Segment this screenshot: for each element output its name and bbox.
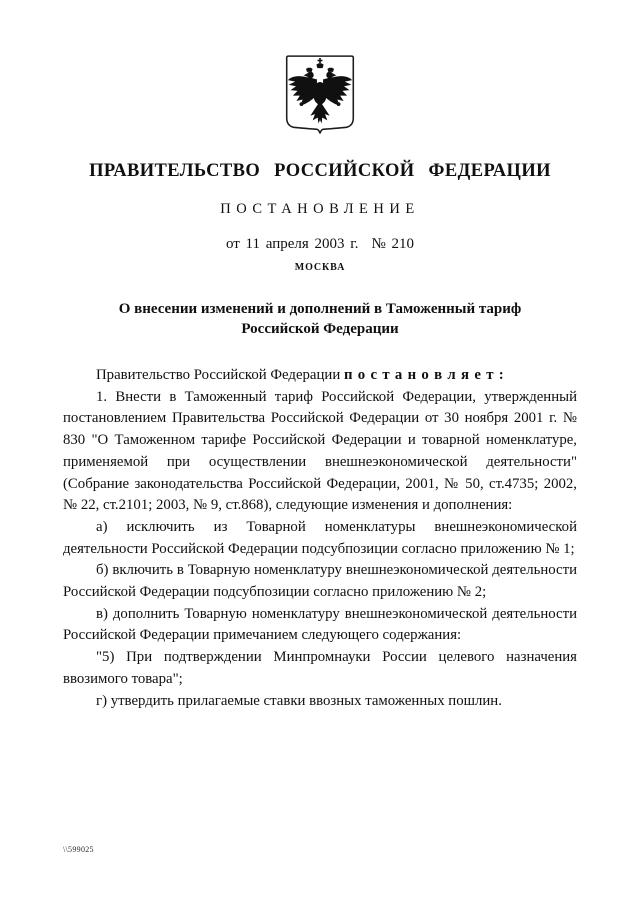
- footer-code: \\599025: [63, 845, 94, 854]
- paragraph-item-g: г) утвердить прилагаемые ставки ввозных таможенных пошлин.: [96, 692, 502, 709]
- document-title-line: Российской Федерации: [241, 320, 399, 337]
- document-title-line: О внесении изменений и дополнений в Таможенный тариф: [118, 301, 522, 317]
- document-type-label: ПОСТАНОВЛЕНИЕ: [220, 201, 420, 217]
- document-body: [63, 365, 577, 712]
- paragraph-note-5: "5) При подтверждении Минпромнауки России целевого назначения ввозимого товара";: [63, 649, 577, 687]
- paragraph-item-a: а) исключить из Товарной номенклатуры внешнеэкономической деятельности Российской Федерации подсубпозиции согласно приложению № 1;: [63, 518, 577, 557]
- intro-paragraph: [63, 365, 577, 387]
- coat-of-arms-icon: [281, 53, 359, 149]
- date-number-line: [0, 236, 640, 253]
- paragraph-item-1: 1. Внести в Таможенный тариф Российской Федерации, утвержденный постановлением Правительства Российской Федерации от 30 ноября 2001 г. № 830 "О Таможенном тарифе Российской Федерации и товарной номенклатуре, применяемой при осуществлении внешнеэкономической деятельности" (Собрание законодательства Российской Федерации, 2001, № 50, ст.4735; 2002, № 22, ст.2101; 2003, № 9, ст.868), следующие изменения и дополнения:: [63, 388, 577, 514]
- document-date: от 11 апреля 2003 г.: [225, 236, 359, 252]
- paragraph-item-v: в) дополнить Товарную номенклатуру внешнеэкономической деятельности Российской Федерации примечанием следующего содержания:: [63, 605, 577, 644]
- city-label: МОСКВА: [294, 262, 346, 273]
- document-number: № 210: [371, 236, 415, 252]
- resolves-emphasis: п о с т а н о в л я е т :: [343, 367, 505, 383]
- document-title: [0, 300, 640, 339]
- government-name: ПРАВИТЕЛЬСТВО РОССИЙСКОЙ ФЕДЕРАЦИИ: [89, 161, 551, 181]
- intro-text: Правительство Российской Федерации: [96, 367, 344, 383]
- paragraph-item-b: б) включить в Товарную номенклатуру внешнеэкономической деятельности Российской Федерации подсубпозиции согласно приложению № 2;: [63, 562, 577, 601]
